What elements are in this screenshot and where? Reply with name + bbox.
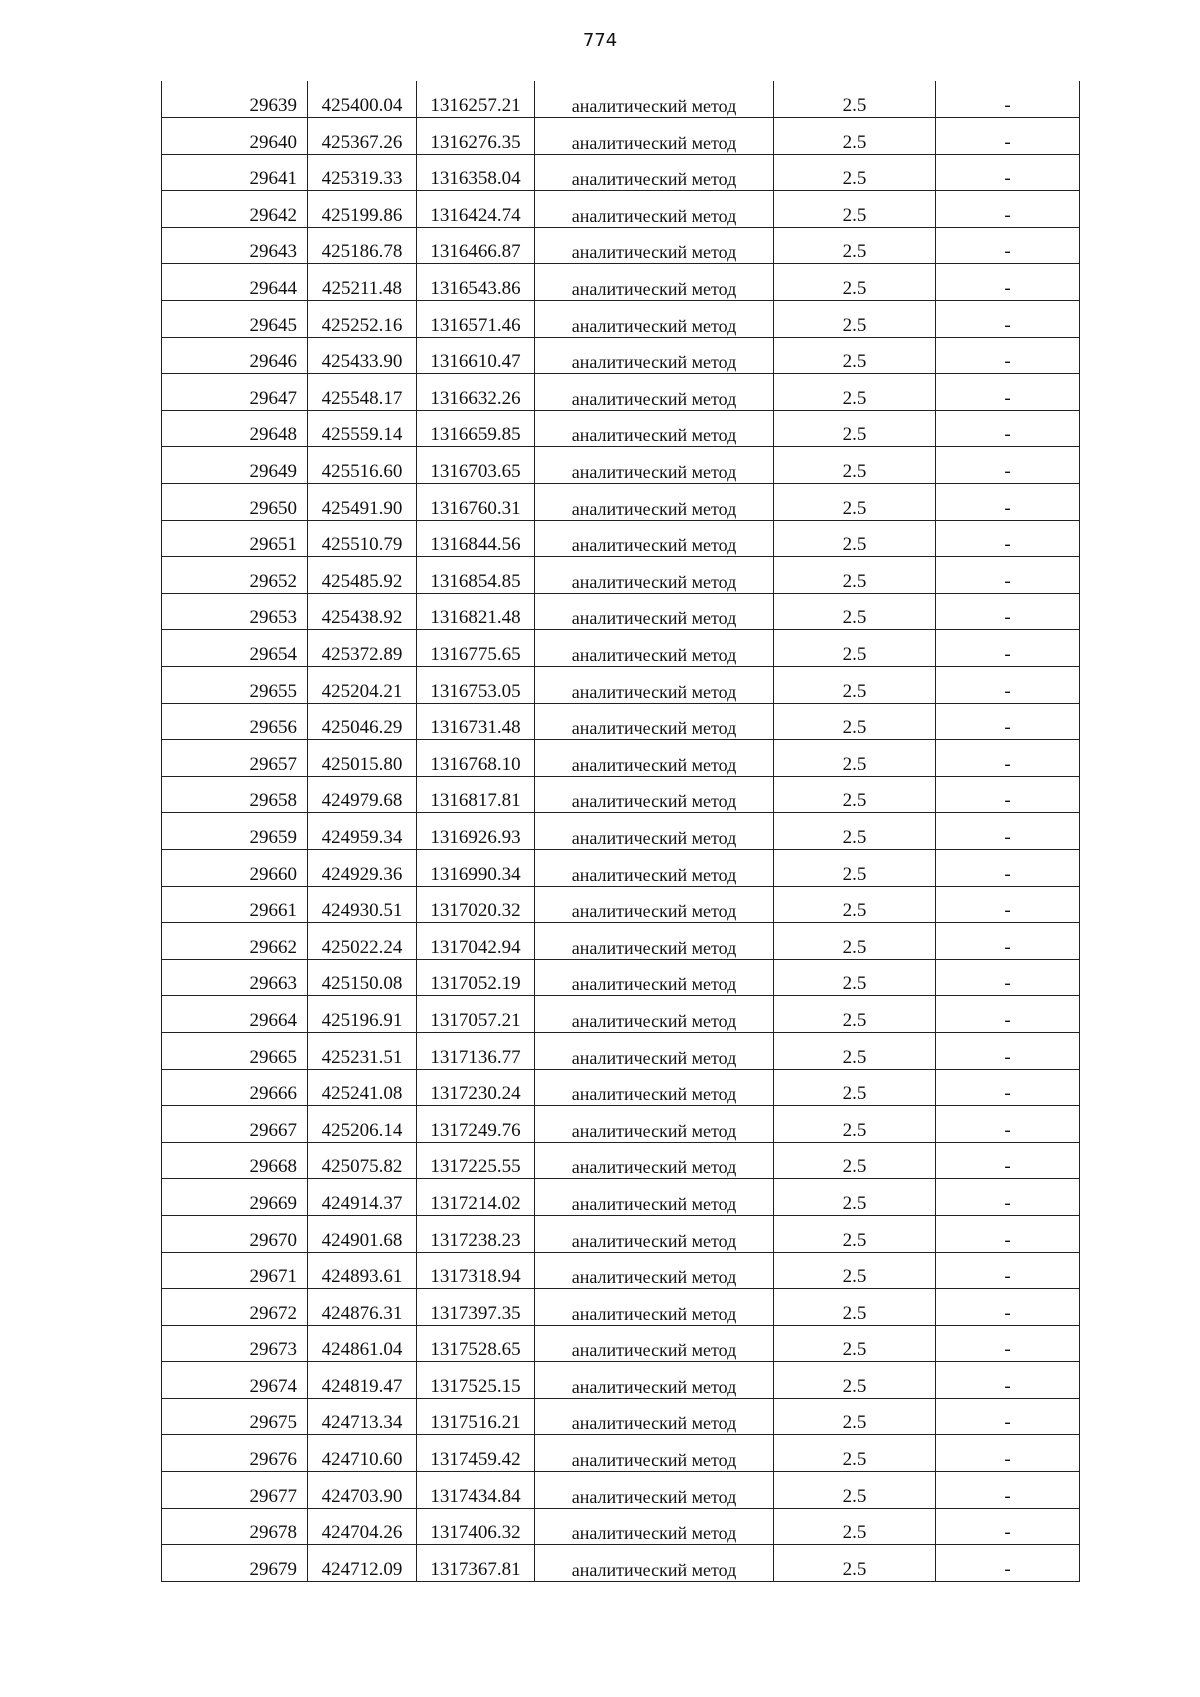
accuracy-cell: 2.5 <box>774 191 936 228</box>
note-cell: - <box>936 1032 1080 1069</box>
accuracy-cell: 2.5 <box>774 1472 936 1509</box>
y-coordinate-cell: 1317318.94 <box>417 1252 535 1289</box>
table-row <box>162 1398 1080 1435</box>
method-cell: аналитический метод <box>535 667 774 704</box>
point-number-cell: 29656 <box>162 703 308 740</box>
point-number-cell: 29652 <box>162 557 308 594</box>
accuracy-cell: 2.5 <box>774 1069 936 1106</box>
y-coordinate-cell: 1316632.26 <box>417 374 535 411</box>
accuracy-cell: 2.5 <box>774 301 936 338</box>
y-coordinate-cell: 1317020.32 <box>417 886 535 923</box>
x-coordinate-cell: 425438.92 <box>308 593 417 630</box>
table-row <box>162 484 1080 521</box>
y-coordinate-cell: 1316775.65 <box>417 630 535 667</box>
point-number-cell: 29646 <box>162 337 308 374</box>
method-cell: аналитический метод <box>535 1545 774 1582</box>
accuracy-cell: 2.5 <box>774 374 936 411</box>
coordinates-table <box>161 81 1080 1582</box>
point-number-cell: 29662 <box>162 923 308 960</box>
method-cell: аналитический метод <box>535 996 774 1033</box>
x-coordinate-cell: 424959.34 <box>308 813 417 850</box>
table-row <box>162 996 1080 1033</box>
note-cell: - <box>936 959 1080 996</box>
note-cell: - <box>936 484 1080 521</box>
table-body <box>162 81 1080 1581</box>
x-coordinate-cell: 424914.37 <box>308 1179 417 1216</box>
table-row <box>162 1032 1080 1069</box>
accuracy-cell: 2.5 <box>774 1215 936 1252</box>
note-cell: - <box>936 1069 1080 1106</box>
x-coordinate-cell: 425199.86 <box>308 191 417 228</box>
method-cell: аналитический метод <box>535 1142 774 1179</box>
x-coordinate-cell: 425433.90 <box>308 337 417 374</box>
note-cell: - <box>936 1106 1080 1143</box>
y-coordinate-cell: 1316990.34 <box>417 849 535 886</box>
x-coordinate-cell: 425186.78 <box>308 227 417 264</box>
table-row <box>162 1069 1080 1106</box>
table-row <box>162 1252 1080 1289</box>
x-coordinate-cell: 425485.92 <box>308 557 417 594</box>
point-number-cell: 29667 <box>162 1106 308 1143</box>
note-cell: - <box>936 447 1080 484</box>
x-coordinate-cell: 425491.90 <box>308 484 417 521</box>
y-coordinate-cell: 1317230.24 <box>417 1069 535 1106</box>
note-cell: - <box>936 813 1080 850</box>
point-number-cell: 29647 <box>162 374 308 411</box>
x-coordinate-cell: 425231.51 <box>308 1032 417 1069</box>
accuracy-cell: 2.5 <box>774 447 936 484</box>
table-row <box>162 447 1080 484</box>
y-coordinate-cell: 1316571.46 <box>417 301 535 338</box>
point-number-cell: 29644 <box>162 264 308 301</box>
method-cell: аналитический метод <box>535 557 774 594</box>
accuracy-cell: 2.5 <box>774 227 936 264</box>
x-coordinate-cell: 425204.21 <box>308 667 417 704</box>
x-coordinate-cell: 424703.90 <box>308 1472 417 1509</box>
table-row <box>162 776 1080 813</box>
table-row <box>162 923 1080 960</box>
point-number-cell: 29639 <box>162 81 308 118</box>
x-coordinate-cell: 425206.14 <box>308 1106 417 1143</box>
accuracy-cell: 2.5 <box>774 520 936 557</box>
x-coordinate-cell: 424929.36 <box>308 849 417 886</box>
method-cell: аналитический метод <box>535 81 774 118</box>
method-cell: аналитический метод <box>535 1252 774 1289</box>
y-coordinate-cell: 1316466.87 <box>417 227 535 264</box>
y-coordinate-cell: 1316703.65 <box>417 447 535 484</box>
table-row <box>162 667 1080 704</box>
note-cell: - <box>936 703 1080 740</box>
method-cell: аналитический метод <box>535 1472 774 1509</box>
accuracy-cell: 2.5 <box>774 118 936 155</box>
point-number-cell: 29648 <box>162 410 308 447</box>
method-cell: аналитический метод <box>535 1032 774 1069</box>
table-row <box>162 118 1080 155</box>
point-number-cell: 29672 <box>162 1289 308 1326</box>
x-coordinate-cell: 425015.80 <box>308 740 417 777</box>
point-number-cell: 29677 <box>162 1472 308 1509</box>
note-cell: - <box>936 557 1080 594</box>
note-cell: - <box>936 410 1080 447</box>
note-cell: - <box>936 740 1080 777</box>
point-number-cell: 29651 <box>162 520 308 557</box>
point-number-cell: 29650 <box>162 484 308 521</box>
point-number-cell: 29643 <box>162 227 308 264</box>
y-coordinate-cell: 1317225.55 <box>417 1142 535 1179</box>
y-coordinate-cell: 1316854.85 <box>417 557 535 594</box>
table-row <box>162 1472 1080 1509</box>
method-cell: аналитический метод <box>535 301 774 338</box>
table-row <box>162 374 1080 411</box>
y-coordinate-cell: 1316257.21 <box>417 81 535 118</box>
x-coordinate-cell: 425510.79 <box>308 520 417 557</box>
x-coordinate-cell: 425241.08 <box>308 1069 417 1106</box>
table-row <box>162 1325 1080 1362</box>
x-coordinate-cell: 425196.91 <box>308 996 417 1033</box>
point-number-cell: 29668 <box>162 1142 308 1179</box>
page-number: 774 <box>582 30 618 51</box>
x-coordinate-cell: 425367.26 <box>308 118 417 155</box>
y-coordinate-cell: 1317042.94 <box>417 923 535 960</box>
method-cell: аналитический метод <box>535 374 774 411</box>
note-cell: - <box>936 1289 1080 1326</box>
x-coordinate-cell: 425252.16 <box>308 301 417 338</box>
method-cell: аналитический метод <box>535 1179 774 1216</box>
point-number-cell: 29674 <box>162 1362 308 1399</box>
note-cell: - <box>936 1508 1080 1545</box>
x-coordinate-cell: 425319.33 <box>308 154 417 191</box>
note-cell: - <box>936 849 1080 886</box>
accuracy-cell: 2.5 <box>774 81 936 118</box>
accuracy-cell: 2.5 <box>774 740 936 777</box>
point-number-cell: 29673 <box>162 1325 308 1362</box>
x-coordinate-cell: 425046.29 <box>308 703 417 740</box>
x-coordinate-cell: 424704.26 <box>308 1508 417 1545</box>
note-cell: - <box>936 337 1080 374</box>
note-cell: - <box>936 1325 1080 1362</box>
accuracy-cell: 2.5 <box>774 849 936 886</box>
method-cell: аналитический метод <box>535 923 774 960</box>
accuracy-cell: 2.5 <box>774 1032 936 1069</box>
point-number-cell: 29661 <box>162 886 308 923</box>
table-row <box>162 959 1080 996</box>
x-coordinate-cell: 424876.31 <box>308 1289 417 1326</box>
x-coordinate-cell: 424861.04 <box>308 1325 417 1362</box>
method-cell: аналитический метод <box>535 630 774 667</box>
method-cell: аналитический метод <box>535 520 774 557</box>
table-row <box>162 630 1080 667</box>
accuracy-cell: 2.5 <box>774 593 936 630</box>
x-coordinate-cell: 425075.82 <box>308 1142 417 1179</box>
note-cell: - <box>936 886 1080 923</box>
point-number-cell: 29665 <box>162 1032 308 1069</box>
point-number-cell: 29663 <box>162 959 308 996</box>
y-coordinate-cell: 1317052.19 <box>417 959 535 996</box>
table-row <box>162 1435 1080 1472</box>
accuracy-cell: 2.5 <box>774 1545 936 1582</box>
x-coordinate-cell: 424901.68 <box>308 1215 417 1252</box>
note-cell: - <box>936 520 1080 557</box>
accuracy-cell: 2.5 <box>774 1362 936 1399</box>
point-number-cell: 29670 <box>162 1215 308 1252</box>
x-coordinate-cell: 425211.48 <box>308 264 417 301</box>
point-number-cell: 29679 <box>162 1545 308 1582</box>
method-cell: аналитический метод <box>535 703 774 740</box>
point-number-cell: 29676 <box>162 1435 308 1472</box>
table-row <box>162 227 1080 264</box>
accuracy-cell: 2.5 <box>774 959 936 996</box>
y-coordinate-cell: 1317397.35 <box>417 1289 535 1326</box>
x-coordinate-cell: 424712.09 <box>308 1545 417 1582</box>
table-row <box>162 1508 1080 1545</box>
method-cell: аналитический метод <box>535 1325 774 1362</box>
y-coordinate-cell: 1317516.21 <box>417 1398 535 1435</box>
point-number-cell: 29664 <box>162 996 308 1033</box>
table-row <box>162 520 1080 557</box>
x-coordinate-cell: 425559.14 <box>308 410 417 447</box>
accuracy-cell: 2.5 <box>774 1289 936 1326</box>
point-number-cell: 29671 <box>162 1252 308 1289</box>
y-coordinate-cell: 1316543.86 <box>417 264 535 301</box>
point-number-cell: 29669 <box>162 1179 308 1216</box>
method-cell: аналитический метод <box>535 593 774 630</box>
y-coordinate-cell: 1316821.48 <box>417 593 535 630</box>
accuracy-cell: 2.5 <box>774 923 936 960</box>
x-coordinate-cell: 424979.68 <box>308 776 417 813</box>
method-cell: аналитический метод <box>535 1398 774 1435</box>
method-cell: аналитический метод <box>535 264 774 301</box>
accuracy-cell: 2.5 <box>774 337 936 374</box>
y-coordinate-cell: 1316844.56 <box>417 520 535 557</box>
note-cell: - <box>936 667 1080 704</box>
note-cell: - <box>936 1398 1080 1435</box>
y-coordinate-cell: 1316731.48 <box>417 703 535 740</box>
note-cell: - <box>936 1142 1080 1179</box>
note-cell: - <box>936 1435 1080 1472</box>
y-coordinate-cell: 1317238.23 <box>417 1215 535 1252</box>
accuracy-cell: 2.5 <box>774 1325 936 1362</box>
accuracy-cell: 2.5 <box>774 1142 936 1179</box>
point-number-cell: 29654 <box>162 630 308 667</box>
y-coordinate-cell: 1317528.65 <box>417 1325 535 1362</box>
y-coordinate-cell: 1316768.10 <box>417 740 535 777</box>
method-cell: аналитический метод <box>535 776 774 813</box>
method-cell: аналитический метод <box>535 227 774 264</box>
accuracy-cell: 2.5 <box>774 154 936 191</box>
method-cell: аналитический метод <box>535 118 774 155</box>
point-number-cell: 29640 <box>162 118 308 155</box>
y-coordinate-cell: 1316926.93 <box>417 813 535 850</box>
note-cell: - <box>936 118 1080 155</box>
point-number-cell: 29645 <box>162 301 308 338</box>
y-coordinate-cell: 1317406.32 <box>417 1508 535 1545</box>
y-coordinate-cell: 1317367.81 <box>417 1545 535 1582</box>
accuracy-cell: 2.5 <box>774 667 936 704</box>
accuracy-cell: 2.5 <box>774 703 936 740</box>
point-number-cell: 29660 <box>162 849 308 886</box>
method-cell: аналитический метод <box>535 154 774 191</box>
method-cell: аналитический метод <box>535 849 774 886</box>
y-coordinate-cell: 1316276.35 <box>417 118 535 155</box>
method-cell: аналитический метод <box>535 1362 774 1399</box>
y-coordinate-cell: 1316424.74 <box>417 191 535 228</box>
y-coordinate-cell: 1316760.31 <box>417 484 535 521</box>
point-number-cell: 29655 <box>162 667 308 704</box>
y-coordinate-cell: 1317459.42 <box>417 1435 535 1472</box>
accuracy-cell: 2.5 <box>774 886 936 923</box>
y-coordinate-cell: 1317249.76 <box>417 1106 535 1143</box>
y-coordinate-cell: 1316753.05 <box>417 667 535 704</box>
method-cell: аналитический метод <box>535 410 774 447</box>
table-row <box>162 1289 1080 1326</box>
point-number-cell: 29675 <box>162 1398 308 1435</box>
note-cell: - <box>936 301 1080 338</box>
accuracy-cell: 2.5 <box>774 1179 936 1216</box>
method-cell: аналитический метод <box>535 447 774 484</box>
table-row <box>162 703 1080 740</box>
note-cell: - <box>936 1472 1080 1509</box>
point-number-cell: 29666 <box>162 1069 308 1106</box>
y-coordinate-cell: 1316610.47 <box>417 337 535 374</box>
accuracy-cell: 2.5 <box>774 557 936 594</box>
y-coordinate-cell: 1317214.02 <box>417 1179 535 1216</box>
point-number-cell: 29659 <box>162 813 308 850</box>
table-row <box>162 1142 1080 1179</box>
x-coordinate-cell: 424710.60 <box>308 1435 417 1472</box>
method-cell: аналитический метод <box>535 886 774 923</box>
x-coordinate-cell: 425022.24 <box>308 923 417 960</box>
method-cell: аналитический метод <box>535 1106 774 1143</box>
point-number-cell: 29653 <box>162 593 308 630</box>
table-row <box>162 264 1080 301</box>
x-coordinate-cell: 425372.89 <box>308 630 417 667</box>
note-cell: - <box>936 1545 1080 1582</box>
y-coordinate-cell: 1316358.04 <box>417 154 535 191</box>
accuracy-cell: 2.5 <box>774 1106 936 1143</box>
point-number-cell: 29658 <box>162 776 308 813</box>
accuracy-cell: 2.5 <box>774 776 936 813</box>
y-coordinate-cell: 1317136.77 <box>417 1032 535 1069</box>
note-cell: - <box>936 1252 1080 1289</box>
point-number-cell: 29641 <box>162 154 308 191</box>
accuracy-cell: 2.5 <box>774 996 936 1033</box>
table-row <box>162 154 1080 191</box>
method-cell: аналитический метод <box>535 959 774 996</box>
table-row <box>162 886 1080 923</box>
table-row <box>162 813 1080 850</box>
accuracy-cell: 2.5 <box>774 410 936 447</box>
method-cell: аналитический метод <box>535 1069 774 1106</box>
note-cell: - <box>936 154 1080 191</box>
table-row <box>162 849 1080 886</box>
x-coordinate-cell: 425516.60 <box>308 447 417 484</box>
y-coordinate-cell: 1317525.15 <box>417 1362 535 1399</box>
table-row <box>162 593 1080 630</box>
table-row <box>162 301 1080 338</box>
point-number-cell: 29642 <box>162 191 308 228</box>
table-row <box>162 1106 1080 1143</box>
table-row <box>162 191 1080 228</box>
method-cell: аналитический метод <box>535 1289 774 1326</box>
table-row <box>162 410 1080 447</box>
x-coordinate-cell: 424930.51 <box>308 886 417 923</box>
note-cell: - <box>936 996 1080 1033</box>
accuracy-cell: 2.5 <box>774 484 936 521</box>
point-number-cell: 29678 <box>162 1508 308 1545</box>
method-cell: аналитический метод <box>535 337 774 374</box>
table-row <box>162 557 1080 594</box>
accuracy-cell: 2.5 <box>774 1508 936 1545</box>
x-coordinate-cell: 425548.17 <box>308 374 417 411</box>
note-cell: - <box>936 81 1080 118</box>
y-coordinate-cell: 1316817.81 <box>417 776 535 813</box>
table-row <box>162 740 1080 777</box>
note-cell: - <box>936 1362 1080 1399</box>
y-coordinate-cell: 1317434.84 <box>417 1472 535 1509</box>
method-cell: аналитический метод <box>535 1508 774 1545</box>
table-row <box>162 1215 1080 1252</box>
x-coordinate-cell: 425400.04 <box>308 81 417 118</box>
note-cell: - <box>936 593 1080 630</box>
x-coordinate-cell: 424713.34 <box>308 1398 417 1435</box>
note-cell: - <box>936 227 1080 264</box>
table-row <box>162 1179 1080 1216</box>
note-cell: - <box>936 374 1080 411</box>
method-cell: аналитический метод <box>535 191 774 228</box>
table-row <box>162 1545 1080 1582</box>
note-cell: - <box>936 191 1080 228</box>
note-cell: - <box>936 630 1080 667</box>
note-cell: - <box>936 1179 1080 1216</box>
y-coordinate-cell: 1317057.21 <box>417 996 535 1033</box>
x-coordinate-cell: 424893.61 <box>308 1252 417 1289</box>
table-row <box>162 1362 1080 1399</box>
accuracy-cell: 2.5 <box>774 1435 936 1472</box>
x-coordinate-cell: 424819.47 <box>308 1362 417 1399</box>
x-coordinate-cell: 425150.08 <box>308 959 417 996</box>
note-cell: - <box>936 776 1080 813</box>
note-cell: - <box>936 1215 1080 1252</box>
note-cell: - <box>936 923 1080 960</box>
accuracy-cell: 2.5 <box>774 630 936 667</box>
method-cell: аналитический метод <box>535 740 774 777</box>
point-number-cell: 29657 <box>162 740 308 777</box>
note-cell: - <box>936 264 1080 301</box>
accuracy-cell: 2.5 <box>774 813 936 850</box>
y-coordinate-cell: 1316659.85 <box>417 410 535 447</box>
accuracy-cell: 2.5 <box>774 1398 936 1435</box>
method-cell: аналитический метод <box>535 813 774 850</box>
table-row <box>162 337 1080 374</box>
method-cell: аналитический метод <box>535 484 774 521</box>
method-cell: аналитический метод <box>535 1435 774 1472</box>
accuracy-cell: 2.5 <box>774 264 936 301</box>
method-cell: аналитический метод <box>535 1215 774 1252</box>
point-number-cell: 29649 <box>162 447 308 484</box>
accuracy-cell: 2.5 <box>774 1252 936 1289</box>
table-row <box>162 81 1080 118</box>
